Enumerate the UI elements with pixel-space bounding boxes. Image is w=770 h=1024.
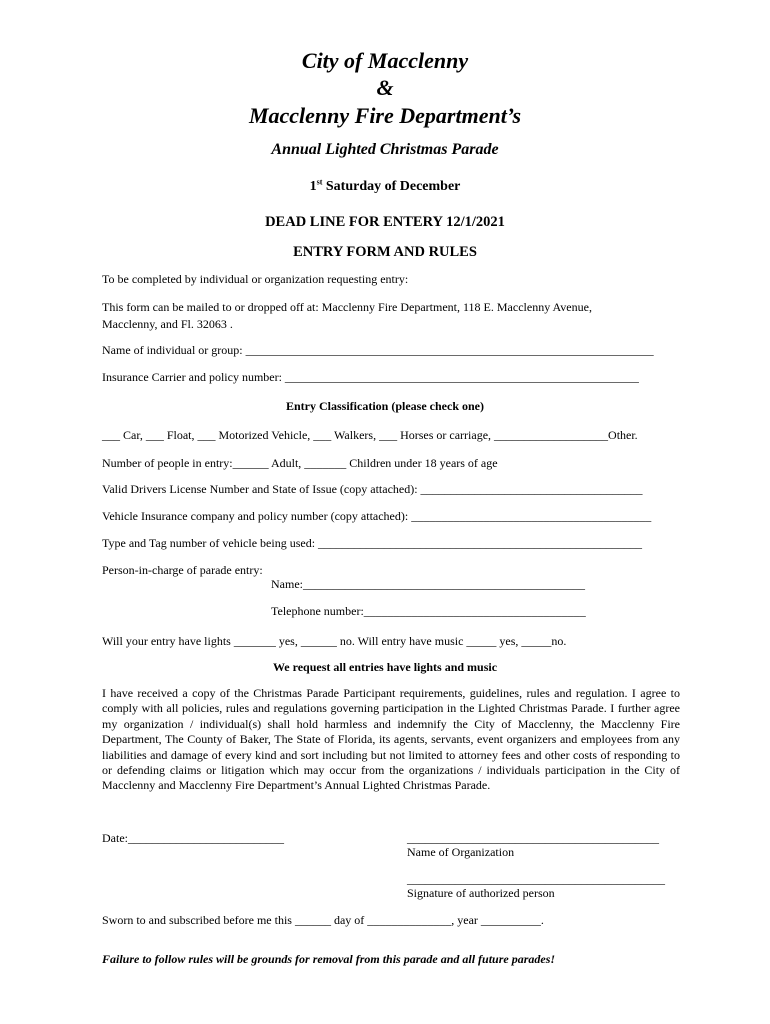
person-in-charge-phone-field: Telephone number:_____________________________________: [271, 604, 586, 618]
insurance-carrier-field: Insurance Carrier and policy number: ___________________________________________________________: [102, 370, 639, 384]
form-title: ENTRY FORM AND RULES: [293, 244, 477, 260]
vehicle-insurance-field: Vehicle Insurance company and policy number (copy attached): ________________________________________: [102, 509, 652, 523]
signature-label: Signature of authorized person: [407, 886, 555, 900]
name-of-group-field: Name of individual or group: ____________________________________________________________________: [102, 343, 654, 357]
signature-line: ___________________________________________: [407, 872, 665, 886]
date-field: Date:__________________________: [102, 831, 284, 845]
person-in-charge-label: Person-in-charge of parade entry:: [102, 563, 263, 577]
person-in-charge-name-field: Name:_______________________________________________: [271, 577, 585, 591]
people-count-field: Number of people in entry:______ Adult, _______ Children under 18 years of age: [102, 456, 498, 470]
title-ampersand: &: [376, 75, 394, 100]
footer-warning: Failure to follow rules will be grounds for removal from this parade and all future parades!: [102, 952, 556, 966]
drivers-license-field: Valid Drivers License Number and State of Issue (copy attached): _____________________________________: [102, 482, 643, 496]
vehicle-tag-field: Type and Tag number of vehicle being used: ______________________________________________________: [102, 536, 643, 550]
date-ordinal-suffix: st: [316, 177, 323, 187]
lights-music-field: Will your entry have lights _______ yes, ______ no. Will entry have music _____ yes, _____no.: [102, 634, 567, 648]
title-city: City of Macclenny: [301, 48, 469, 73]
mail-address-line2: Macclenny, and Fl. 32063 .: [102, 317, 233, 331]
date-ordinal-number: 1: [309, 179, 317, 194]
date-rest: Saturday of December: [322, 179, 461, 194]
classification-heading: Entry Classification (please check one): [286, 399, 484, 413]
sworn-statement-field: Sworn to and subscribed before me this ______ day of ______________, year __________.: [102, 913, 544, 927]
title-fire-department: Macclenny Fire Department’s: [248, 103, 522, 128]
intro-text: To be completed by individual or organization requesting entry:: [102, 272, 409, 286]
mail-address-line1: This form can be mailed to or dropped off at: Macclenny Fire Department, 118 E. Macclenny Avenue,: [102, 300, 592, 314]
subtitle-parade: Annual Lighted Christmas Parade: [271, 141, 499, 158]
organization-label: Name of Organization: [407, 845, 515, 859]
agreement-paragraph: I have received a copy of the Christmas Parade Participant requirements, guidelines, rules and regulation. I agree to comply with all policies, rules and regulations governing participation in the Lighted Christmas Parade. I further agree my organization / individual(s) shall hold harmless and indemnify the City of Macclenny, the Macclenny Fire Department, The County of Baker, The State of Florida, its agents, servants, event organizers and employees from any liabilities and damage of every kind and sort including but not limited to attorney fees and other costs of responding to or defending claims or litigation which may occur from the organizations / individuals participation in the City of Macclenny and Macclenny Fire Department’s Annual Lighted Christmas Parade.: [102, 686, 680, 793]
classification-options: ___ Car, ___ Float, ___ Motorized Vehicle, ___ Walkers, ___ Horses or carriage, ___________________Other.: [102, 428, 638, 442]
deadline-heading: DEAD LINE FOR ENTERY 12/1/2021: [265, 214, 505, 230]
parade-date: [0, 179, 770, 195]
organization-line: __________________________________________: [407, 831, 659, 845]
lights-music-note: We request all entries have lights and music: [272, 660, 498, 674]
